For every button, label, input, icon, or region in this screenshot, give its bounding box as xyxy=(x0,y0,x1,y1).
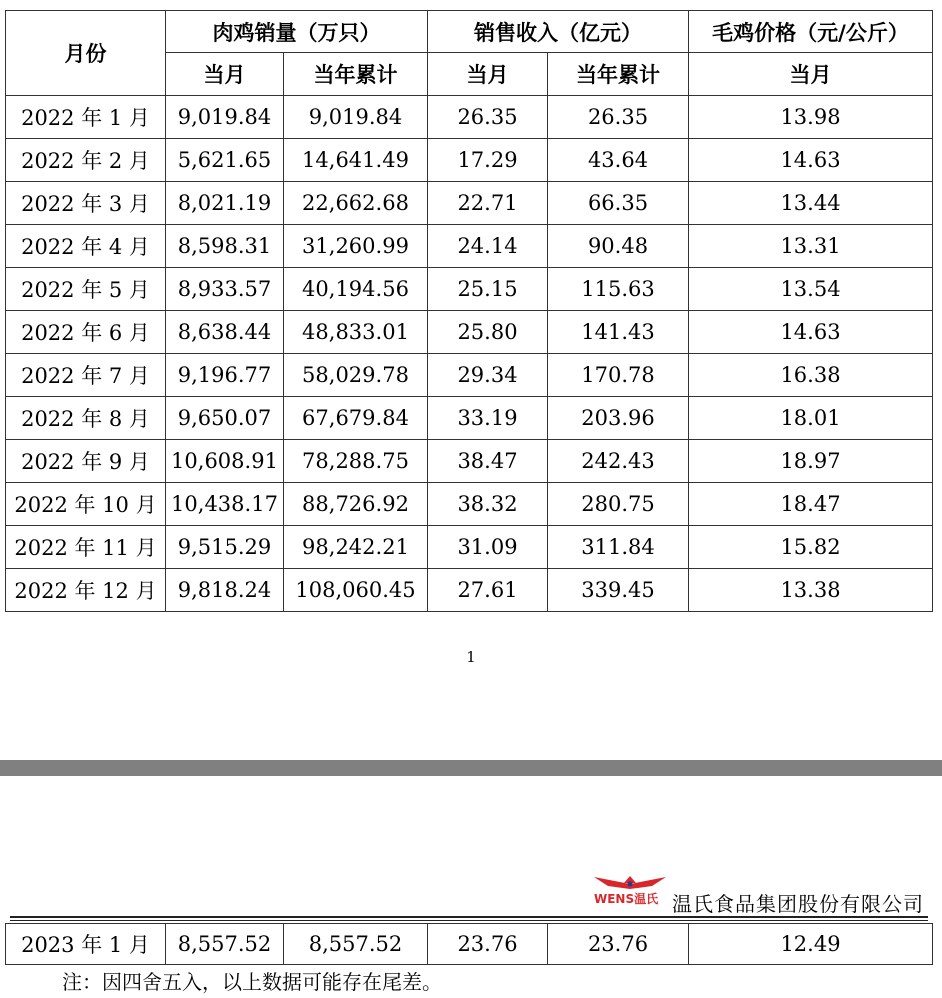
month-cell: 2022 年 6 月 xyxy=(6,311,166,354)
month-cell: 2022 年 3 月 xyxy=(6,182,166,225)
table-row xyxy=(6,182,933,225)
value-cell: 40,194.56 xyxy=(284,268,428,311)
value-cell: 18.97 xyxy=(689,440,933,483)
value-cell: 203.96 xyxy=(548,397,689,440)
logo-text: WENS温氏 xyxy=(594,892,659,906)
sales-volume-header: 肉鸡销量（万只） xyxy=(166,11,428,53)
month-cell: 2022 年 7 月 xyxy=(6,354,166,397)
month-cell: 2022 年 2 月 xyxy=(6,139,166,182)
value-cell: 8,638.44 xyxy=(166,311,284,354)
value-cell: 9,019.84 xyxy=(284,96,428,139)
value-cell: 23.76 xyxy=(428,924,548,965)
value-cell: 22,662.68 xyxy=(284,182,428,225)
value-cell: 14.63 xyxy=(689,139,933,182)
value-cell: 13.54 xyxy=(689,268,933,311)
month-cell: 2022 年 9 月 xyxy=(6,440,166,483)
value-cell: 27.61 xyxy=(428,569,548,612)
value-cell: 17.29 xyxy=(428,139,548,182)
header-rule-thin xyxy=(10,920,928,921)
value-cell: 9,650.07 xyxy=(166,397,284,440)
page-separator xyxy=(0,760,942,776)
value-cell: 280.75 xyxy=(548,483,689,526)
header-rule xyxy=(10,916,928,918)
value-cell: 9,196.77 xyxy=(166,354,284,397)
value-cell: 13.31 xyxy=(689,225,933,268)
table-row xyxy=(6,569,933,612)
value-cell: 8,021.19 xyxy=(166,182,284,225)
value-cell: 339.45 xyxy=(548,569,689,612)
value-cell: 43.64 xyxy=(548,139,689,182)
value-cell: 33.19 xyxy=(428,397,548,440)
table-row xyxy=(6,924,933,965)
sales-revenue-header: 销售收入（亿元） xyxy=(428,11,689,53)
value-cell: 26.35 xyxy=(428,96,548,139)
month-cell: 2022 年 10 月 xyxy=(6,483,166,526)
value-cell: 26.35 xyxy=(548,96,689,139)
table-row xyxy=(6,440,933,483)
table-body xyxy=(6,96,933,612)
document-page-2 xyxy=(0,776,942,998)
table-row xyxy=(6,397,933,440)
month-cell: 2022 年 5 月 xyxy=(6,268,166,311)
value-cell: 15.82 xyxy=(689,526,933,569)
value-cell: 108,060.45 xyxy=(284,569,428,612)
value-cell: 25.80 xyxy=(428,311,548,354)
table-row xyxy=(6,483,933,526)
page-number: 1 xyxy=(466,648,476,666)
value-cell: 23.76 xyxy=(548,924,689,965)
value-cell: 58,029.78 xyxy=(284,354,428,397)
value-cell: 14,641.49 xyxy=(284,139,428,182)
sales-table-continued xyxy=(5,923,933,965)
company-name: 温氏食品集团股份有限公司 xyxy=(672,892,924,916)
value-cell: 9,515.29 xyxy=(166,526,284,569)
value-cell: 8,557.52 xyxy=(166,924,284,965)
value-cell: 31,260.99 xyxy=(284,225,428,268)
value-cell: 13.38 xyxy=(689,569,933,612)
sub-header-revenue-month: 当月 xyxy=(428,53,548,96)
value-cell: 8,933.57 xyxy=(166,268,284,311)
table-row xyxy=(6,225,933,268)
value-cell: 10,438.17 xyxy=(166,483,284,526)
month-cell: 2023 年 1 月 xyxy=(6,924,166,965)
value-cell: 29.34 xyxy=(428,354,548,397)
month-cell: 2022 年 1 月 xyxy=(6,96,166,139)
value-cell: 25.15 xyxy=(428,268,548,311)
value-cell: 8,598.31 xyxy=(166,225,284,268)
value-cell: 98,242.21 xyxy=(284,526,428,569)
sub-header-volume-month: 当月 xyxy=(166,53,284,96)
month-cell: 2022 年 12 月 xyxy=(6,569,166,612)
month-cell: 2022 年 8 月 xyxy=(6,397,166,440)
month-header: 月份 xyxy=(6,11,166,96)
table-body-continued xyxy=(6,924,933,965)
value-cell: 5,621.65 xyxy=(166,139,284,182)
value-cell: 12.49 xyxy=(689,924,933,965)
value-cell: 9,818.24 xyxy=(166,569,284,612)
table-row xyxy=(6,268,933,311)
value-cell: 115.63 xyxy=(548,268,689,311)
value-cell: 13.44 xyxy=(689,182,933,225)
footnote: 注：因四舍五入，以上数据可能存在尾差。 xyxy=(62,970,442,994)
value-cell: 141.43 xyxy=(548,311,689,354)
value-cell: 48,833.01 xyxy=(284,311,428,354)
value-cell: 66.35 xyxy=(548,182,689,225)
value-cell: 13.98 xyxy=(689,96,933,139)
value-cell: 38.47 xyxy=(428,440,548,483)
month-cell: 2022 年 11 月 xyxy=(6,526,166,569)
table-row xyxy=(6,96,933,139)
value-cell: 88,726.92 xyxy=(284,483,428,526)
month-cell: 2022 年 4 月 xyxy=(6,225,166,268)
value-cell: 78,288.75 xyxy=(284,440,428,483)
sub-header-price-month: 当月 xyxy=(689,53,933,96)
table-row xyxy=(6,311,933,354)
value-cell: 24.14 xyxy=(428,225,548,268)
value-cell: 31.09 xyxy=(428,526,548,569)
value-cell: 10,608.91 xyxy=(166,440,284,483)
value-cell: 18.47 xyxy=(689,483,933,526)
sub-header-volume-ytd: 当年累计 xyxy=(284,53,428,96)
value-cell: 170.78 xyxy=(548,354,689,397)
value-cell: 14.63 xyxy=(689,311,933,354)
table-row xyxy=(6,526,933,569)
value-cell: 16.38 xyxy=(689,354,933,397)
value-cell: 67,679.84 xyxy=(284,397,428,440)
table-row xyxy=(6,354,933,397)
wens-logo xyxy=(590,872,670,906)
value-cell: 8,557.52 xyxy=(284,924,428,965)
wens-logo-icon xyxy=(590,872,670,906)
value-cell: 18.01 xyxy=(689,397,933,440)
sub-header-revenue-ytd: 当年累计 xyxy=(548,53,689,96)
chicken-price-header: 毛鸡价格（元/公斤） xyxy=(689,11,933,53)
value-cell: 311.84 xyxy=(548,526,689,569)
table-row xyxy=(6,139,933,182)
value-cell: 242.43 xyxy=(548,440,689,483)
sales-table xyxy=(5,10,933,612)
value-cell: 22.71 xyxy=(428,182,548,225)
value-cell: 38.32 xyxy=(428,483,548,526)
value-cell: 9,019.84 xyxy=(166,96,284,139)
value-cell: 90.48 xyxy=(548,225,689,268)
